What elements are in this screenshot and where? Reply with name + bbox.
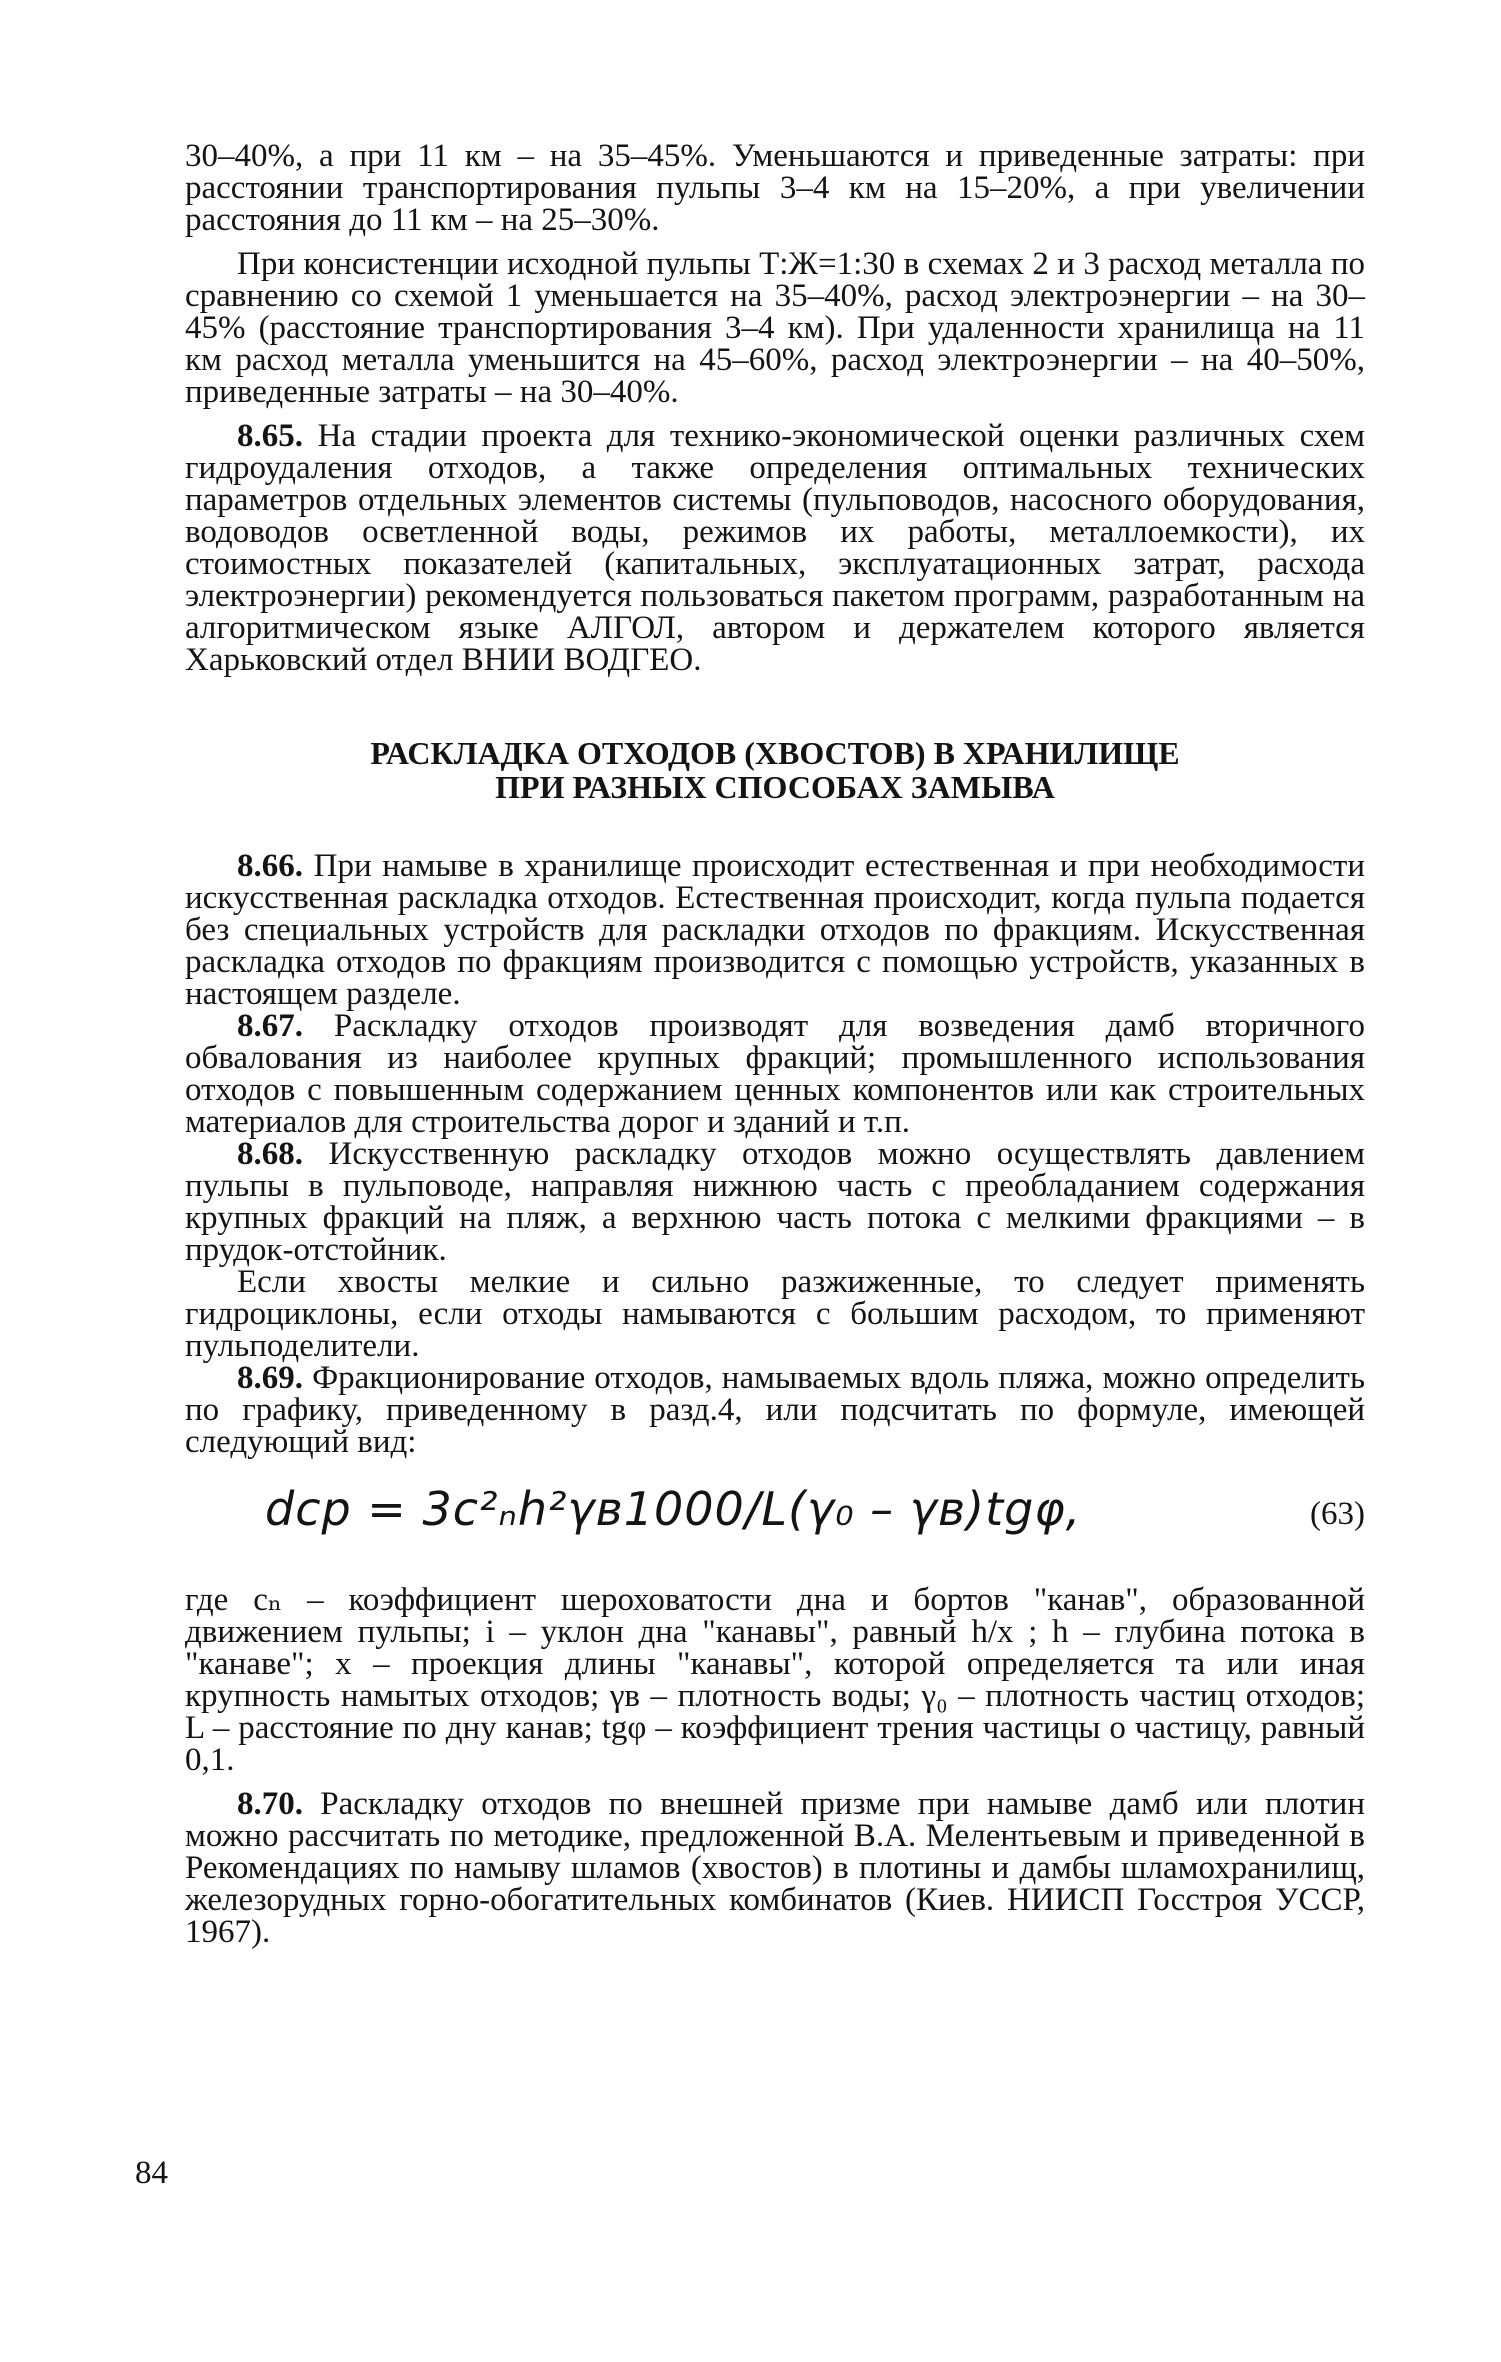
clause-number: 8.68.	[237, 1136, 303, 1172]
paragraph-8-68	[185, 1138, 1365, 1266]
paragraph-8-67	[185, 1010, 1365, 1138]
paragraph-8-70	[185, 1788, 1365, 1948]
clause-text: Фракционирование отходов, намываемых вдоль пляжа, можно определить по графику, приведенному в разд.4, или подсчитать по формуле, имеющей следующий вид:	[185, 1360, 1365, 1460]
clause-number: 8.66.	[237, 848, 303, 884]
clause-text: На стадии проекта для технико-экономической оценки различных схем гидроудаления отходов, а также определения оптимальных технических параметров отдельных элементов системы (пульповодов, насосного оборудования, водоводов осветленной воды, режимов их работы, металлоемкости), их стоимостных показателей (капитальных, эксплуатационных затрат, расхода электроэнергии) рекомендуется пользоваться пакетом программ, разработанным на алгоритмическом языке АЛГОЛ, автором и держателем которого является Харьковский отдел ВНИИ ВОДГЕО.	[185, 418, 1365, 678]
clause-text: При намыве в хранилище происходит естественная и при необходимости искусственная раскладка отходов. Естественная происходит, когда пульпа подается без специальных устройств для раскладки отходов по фракциям. Искусственная раскладка отходов по фракциям производится с помощью устройств, указанных в настоящем разделе.	[185, 848, 1366, 1012]
paragraph-continuation: 30–40%, а при 11 км – на 35–45%. Уменьшаются и приведенные затраты: при расстоянии транспортирования пульпы 3–4 км на 15–20%, а при увеличении расстояния до 11 км – на 25–30%.	[185, 138, 1365, 238]
text-column	[185, 140, 1365, 1948]
paragraph-8-69	[185, 1362, 1365, 1458]
clause-text: Раскладку отходов по внешней призме при намыве дамб или плотин можно рассчитать по методике, предложенной В.А. Мелентьевым и приведенной в Рекомендациях по намыву шламов (хвостов) в плотины и дамбы шламохранилищ, железорудных горно-обогатительных комбинатов (Киев. НИИСП Госстроя УССР, 1967).	[185, 1786, 1365, 1950]
clause-number: 8.69.	[237, 1360, 303, 1396]
formula-row	[185, 1476, 1365, 1572]
clause-text: Раскладку отходов производят для возведения дамб вторичного обвалования из наиболее крупных фракций; промышленного использования отходов с повышенным содержанием ценных компонентов или как строительных материалов для строительства дорог и зданий и т.п.	[185, 1008, 1365, 1140]
paragraph-8-65	[185, 420, 1365, 676]
clause-number: 8.65.	[237, 418, 303, 454]
clause-text: Искусственную раскладку отходов можно осуществлять давлением пульпы в пульповоде, направляя нижнюю часть с преобладанием содержания крупных фракций на пляж, а верхнюю часть потока с мелкими фракциями – в прудок-отстойник.	[185, 1136, 1366, 1268]
paragraph-hydrocyclones: Если хвосты мелкие и сильно разжиженные, то следует применять гидроциклоны, если отходы намываются с большим расходом, то применяют пульподелители.	[185, 1264, 1365, 1364]
section-heading-line-2: ПРИ РАЗНЫХ СПОСОБАХ ЗАМЫВА	[495, 769, 1055, 805]
section-heading	[185, 736, 1365, 804]
clause-number: 8.70.	[237, 1786, 303, 1822]
paragraph-where: где cₙ – коэффициент шероховатости дна и бортов "канав", образованной движением пульпы; i – уклон дна "канавы", равный h/x ; h – глубина потока в "канаве"; x – проекция длины "канавы", которой определяется та или иная крупность намытых отходов; γв – плотность воды; γ₀ – плотность частиц отходов; L – расстояние по дну канав; tgφ – коэффициент трения частицы о частицу, равный 0,1.	[185, 1582, 1365, 1778]
page-number: 84	[135, 2155, 168, 2191]
paragraph-consistency: При консистенции исходной пульпы Т:Ж=1:30 в схемах 2 и 3 расход металла по сравнению со схемой 1 уменьшается на 35–40%, расход электроэнергии – на 30–45% (расстояние транспортирования 3–4 км). При удаленности хранилища на 11 км расход металла уменьшится на 45–60%, расход электроэнергии – на 40–50%, приведенные затраты – на 30–40%.	[185, 246, 1365, 410]
formula-63: dср = 3c²ₙh²γв1000/L(γ₀ – γв)tgφ,	[265, 1482, 1082, 1536]
section-heading-line-1: РАСКЛАДКА ОТХОДОВ (ХВОСТОВ) В ХРАНИЛИЩЕ	[370, 735, 1180, 771]
paragraph-8-66	[185, 850, 1365, 1010]
clause-number: 8.67.	[237, 1008, 303, 1044]
formula-number: (63)	[1310, 1496, 1365, 1532]
